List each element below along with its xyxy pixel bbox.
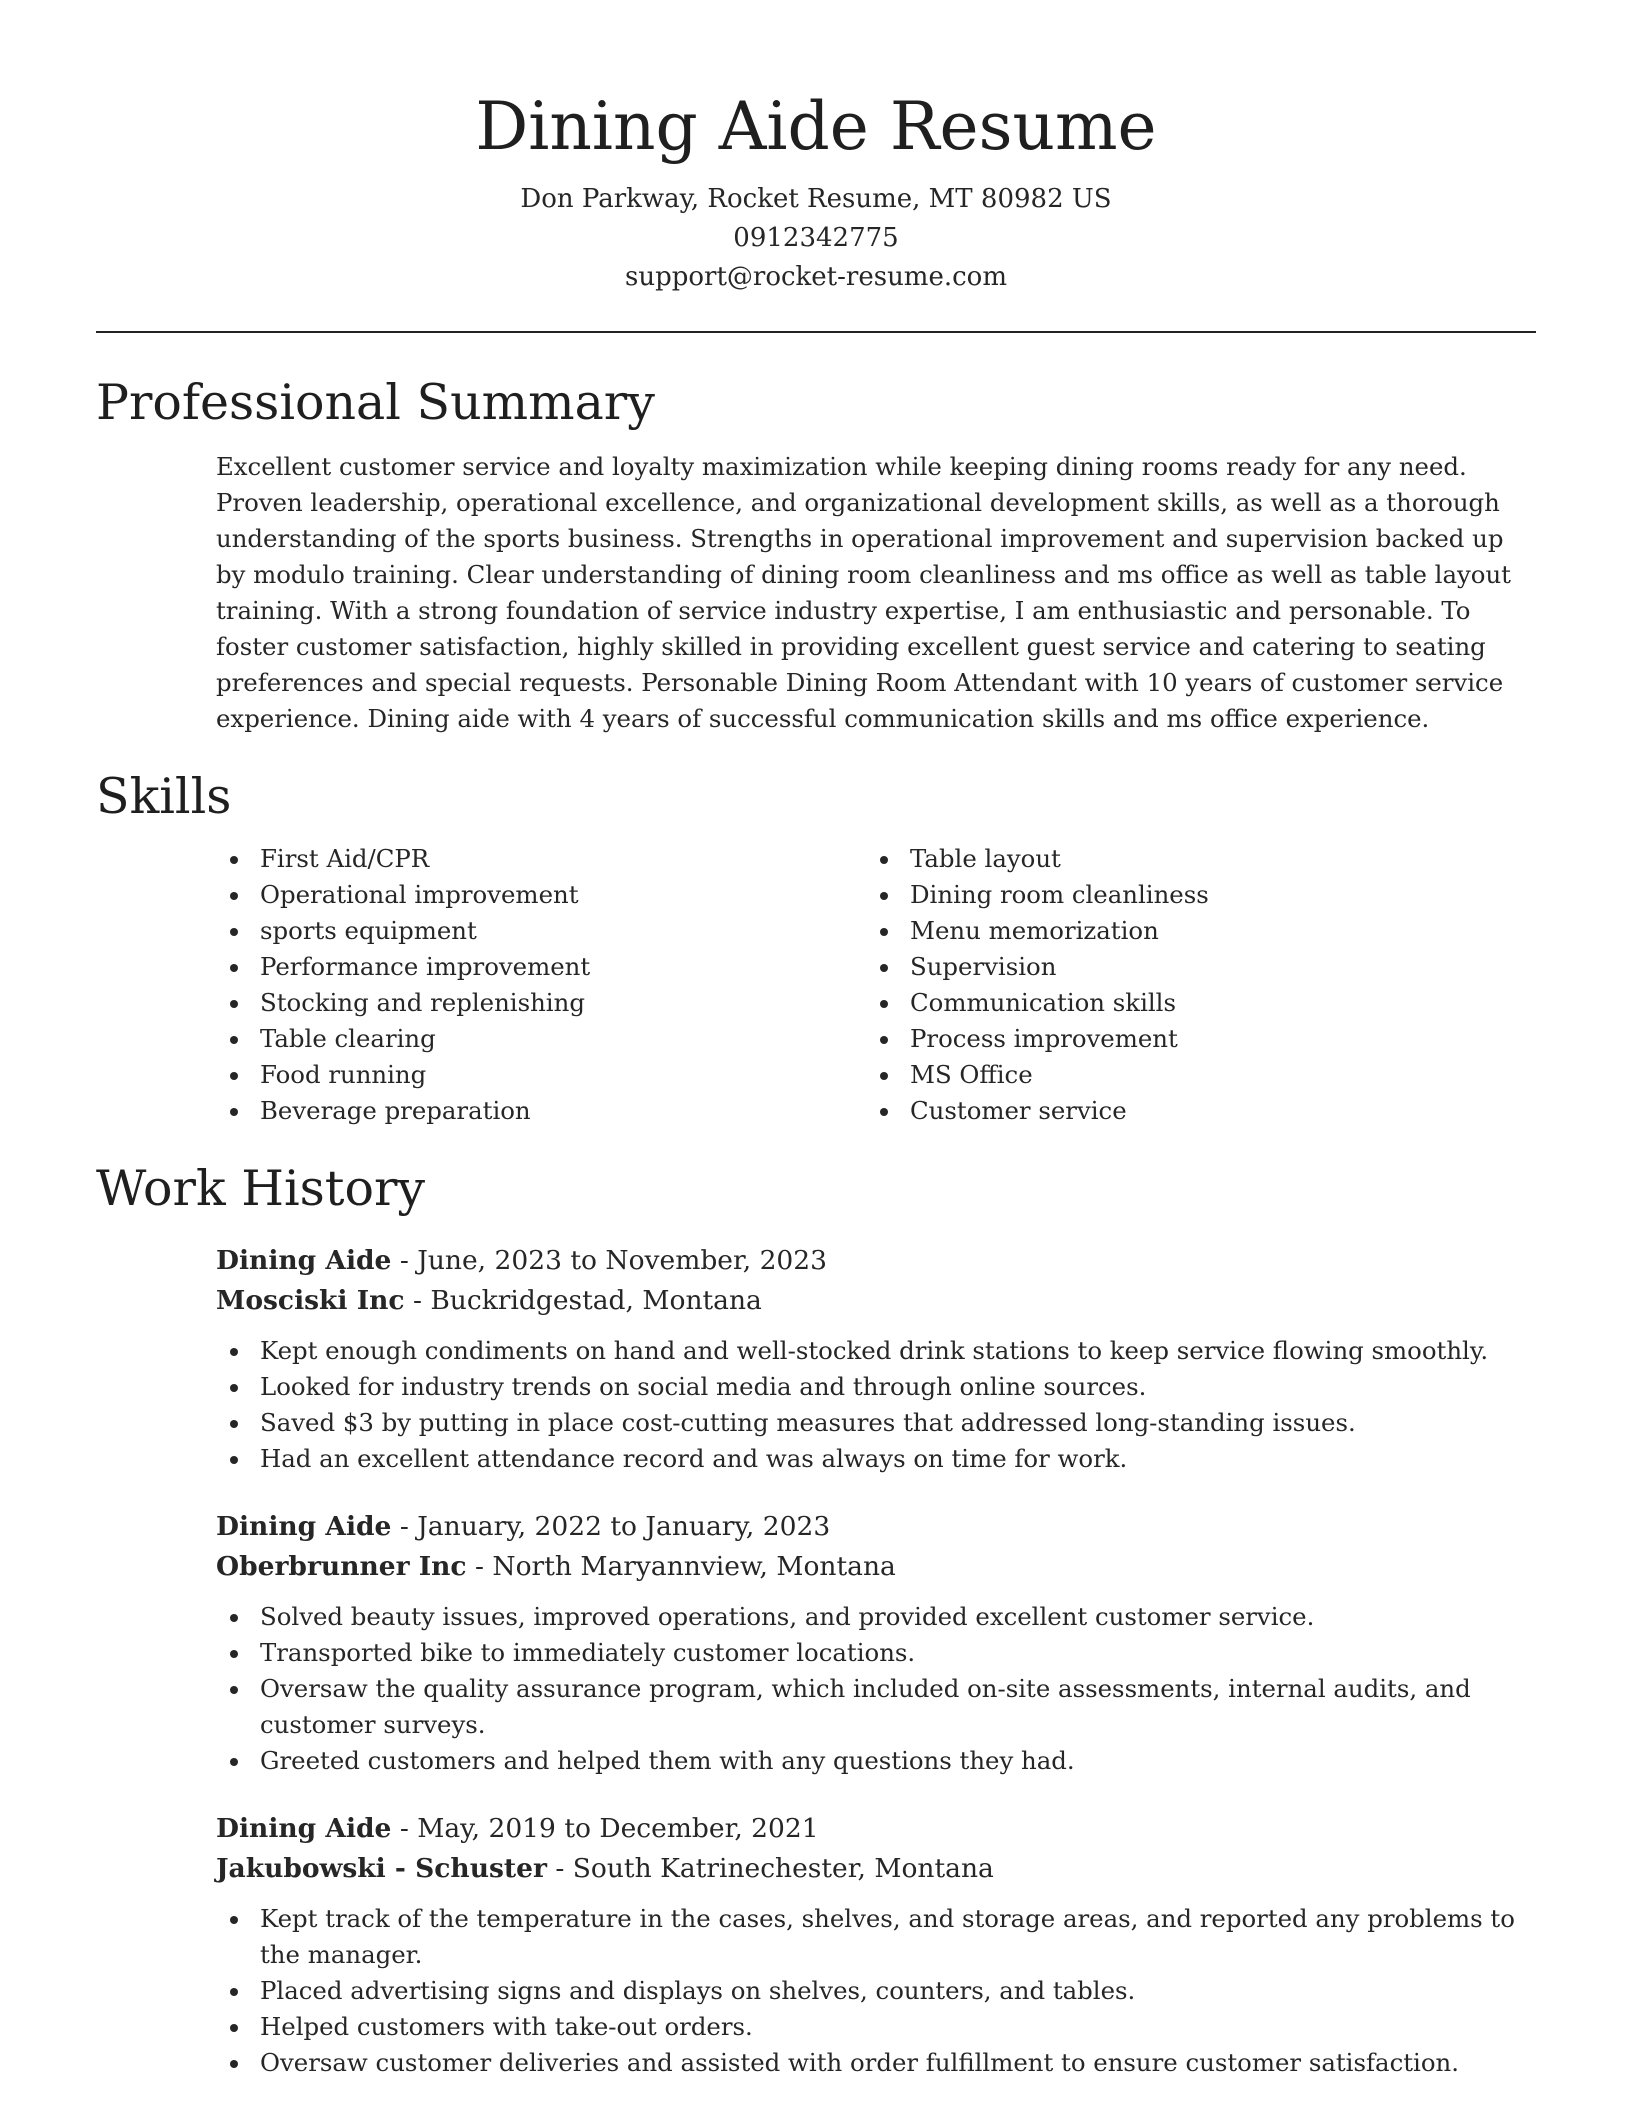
- summary-text: Excellent customer service and loyalty maximization while keeping dining rooms ready for any need. Proven leadership, operational excellence, and organizational development skills, as well as a thorough understanding of the sports business. Strengths in operational improvement and supervision backed up by modulo training. Clear understanding of dining room cleanliness and ms office as well as table layout training. With a strong foundation of service industry expertise, I am enthusiastic and personable. To foster customer satisfaction, highly skilled in providing excellent guest service and catering to seating preferences and special requests. Personable Dining Room Attendant with 10 years of customer service experience. Dining aide with 4 years of successful communication skills and ms office experience.: [216, 452, 1511, 733]
- job-company-line: [216, 1849, 1536, 1889]
- job-bullet: Greeted customers and helped them with any questions they had.: [260, 1743, 1536, 1779]
- skill-item: Table clearing: [260, 1021, 910, 1057]
- skill-item: Process improvement: [910, 1021, 1510, 1057]
- skill-item: Beverage preparation: [260, 1093, 910, 1129]
- job-bullet: Kept track of the temperature in the cases, shelves, and storage areas, and reported any problems to the manager.: [260, 1901, 1536, 1973]
- job-dates: - June, 2023 to November, 2023: [391, 1245, 828, 1276]
- job-role: Dining Aide: [216, 1245, 392, 1276]
- work-history-heading: Work History: [96, 1160, 426, 1217]
- address-text: Don Parkway, Rocket Resume, MT 80982 US: [520, 184, 1112, 214]
- job-entry: [216, 1809, 1536, 2081]
- job-title-line: [216, 1809, 1536, 1849]
- contact-info: [96, 180, 1536, 297]
- skill-item: Communication skills: [910, 985, 1510, 1021]
- job-location: - South Katrinechester, Montana: [546, 1853, 994, 1884]
- skill-item: sports equipment: [260, 913, 910, 949]
- skills-column-left: [260, 841, 910, 1129]
- phone-text: 0912342775: [733, 223, 899, 253]
- resume-header: [96, 0, 1536, 297]
- skill-item: Table layout: [910, 841, 1510, 877]
- skill-item: Customer service: [910, 1093, 1510, 1129]
- job-bullet: Saved $3 by putting in place cost-cutting measures that addressed long-standing issues.: [260, 1405, 1536, 1441]
- job-entry: [216, 1241, 1536, 1477]
- skills-list: [96, 841, 1536, 1129]
- skill-item: Supervision: [910, 949, 1510, 985]
- skills-heading: Skills: [96, 768, 232, 825]
- job-role: Dining Aide: [216, 1813, 392, 1844]
- job-bullet: Oversaw the quality assurance program, which included on-site assessments, internal audits, and customer surveys.: [260, 1671, 1536, 1743]
- job-bullet: Helped customers with take-out orders.: [260, 2009, 1536, 2045]
- resume-title: Dining Aide Resume: [475, 88, 1157, 165]
- job-bullet: Kept enough condiments on hand and well-stocked drink stations to keep service flowing smoothly.: [260, 1333, 1536, 1369]
- email-text: support@rocket-resume.com: [624, 262, 1007, 292]
- skill-item: Food running: [260, 1057, 910, 1093]
- header-divider: [96, 331, 1536, 333]
- summary-heading: Professional Summary: [96, 374, 655, 431]
- job-bullet: Placed advertising signs and displays on shelves, counters, and tables.: [260, 1973, 1536, 2009]
- skill-item: First Aid/CPR: [260, 841, 910, 877]
- job-bullets: [216, 1333, 1536, 1477]
- skill-item: Operational improvement: [260, 877, 910, 913]
- resume-page: [96, 0, 1536, 2081]
- job-bullet: Oversaw customer deliveries and assisted with order fulfillment to ensure customer satisfaction.: [260, 2045, 1536, 2081]
- job-dates: - January, 2022 to January, 2023: [391, 1511, 831, 1542]
- job-bullet: Looked for industry trends on social media and through online sources.: [260, 1369, 1536, 1405]
- job-bullet: Transported bike to immediately customer locations.: [260, 1635, 1536, 1671]
- job-company-line: [216, 1281, 1536, 1321]
- job-company-line: [216, 1547, 1536, 1587]
- skill-item: Performance improvement: [260, 949, 910, 985]
- skill-item: MS Office: [910, 1057, 1510, 1093]
- job-location: - North Maryannview, Montana: [466, 1551, 896, 1582]
- job-company: Jakubowski - Schuster: [216, 1853, 547, 1884]
- job-company: Oberbrunner Inc: [216, 1551, 467, 1582]
- job-bullets: [216, 1599, 1536, 1779]
- job-bullet: Had an excellent attendance record and was always on time for work.: [260, 1441, 1536, 1477]
- skill-item: Stocking and replenishing: [260, 985, 910, 1021]
- job-entry: [216, 1507, 1536, 1779]
- job-dates: - May, 2019 to December, 2021: [391, 1813, 819, 1844]
- job-bullets: [216, 1901, 1536, 2081]
- skill-item: Dining room cleanliness: [910, 877, 1510, 913]
- job-title-line: [216, 1241, 1536, 1281]
- job-role: Dining Aide: [216, 1511, 392, 1542]
- job-company: Mosciski Inc: [216, 1285, 405, 1316]
- job-location: - Buckridgestad, Montana: [404, 1285, 762, 1316]
- skill-item: Menu memorization: [910, 913, 1510, 949]
- skills-column-right: [910, 841, 1510, 1129]
- job-bullet: Solved beauty issues, improved operations, and provided excellent customer service.: [260, 1599, 1536, 1635]
- job-title-line: [216, 1507, 1536, 1547]
